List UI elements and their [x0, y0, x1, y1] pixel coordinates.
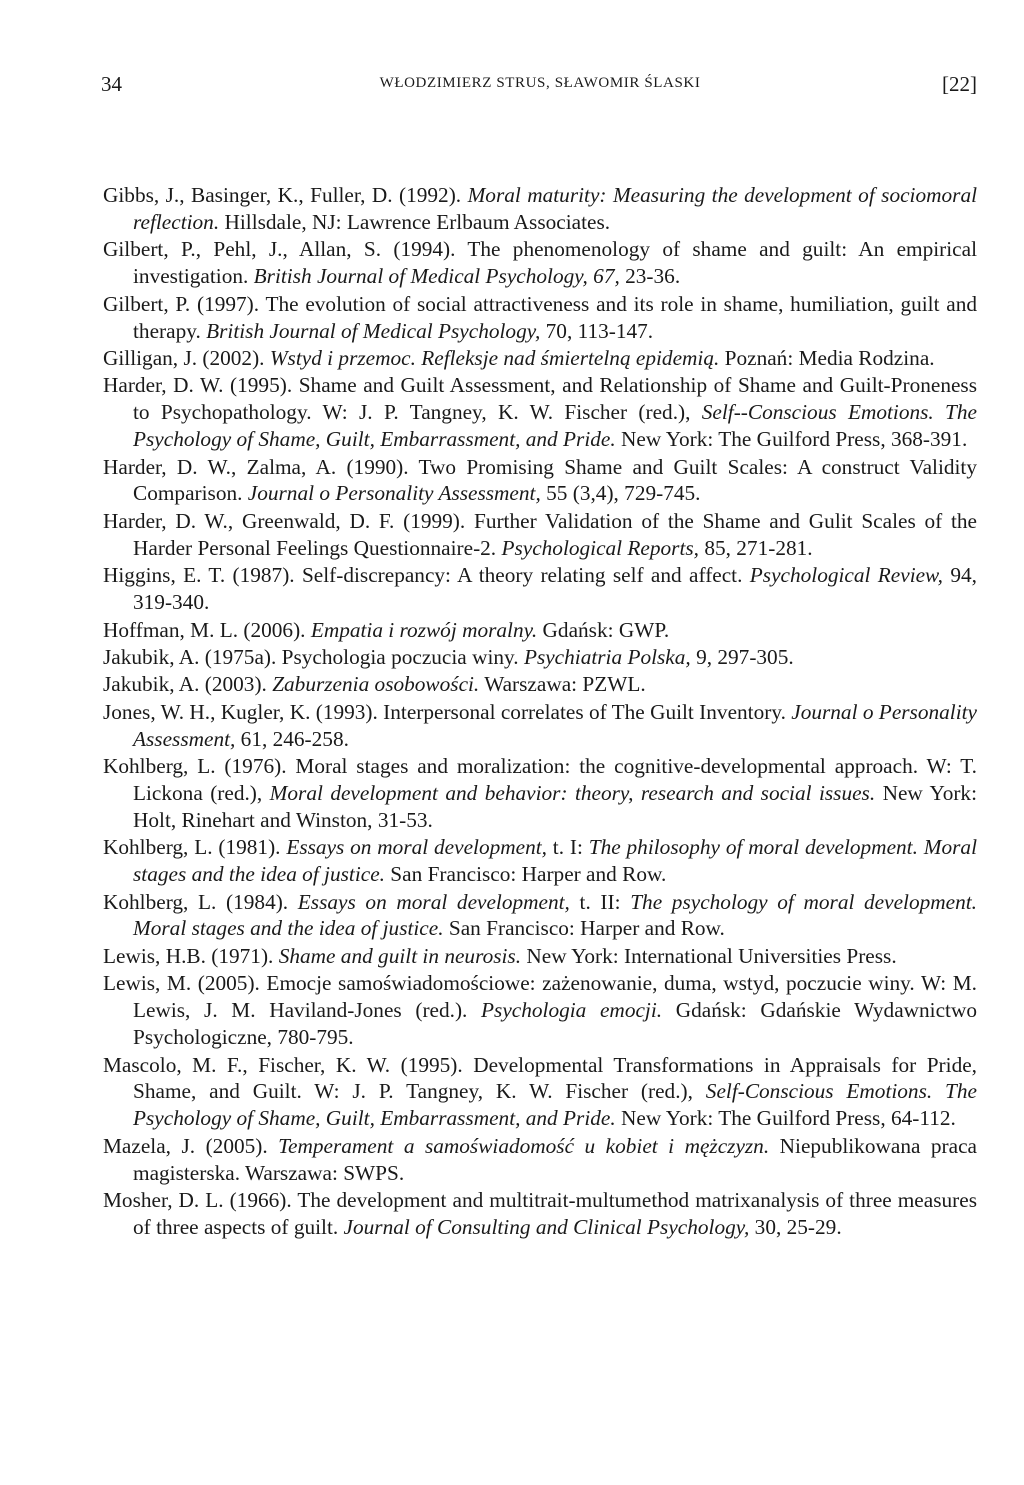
reference-entry: Jones, W. H., Kugler, K. (1993). Interpersonal correlates of The Guilt Inventory. Journal o Personality Assessment, 61, 246-258. — [103, 699, 977, 751]
chapter-reference-number: [22] — [942, 72, 977, 96]
reference-entry: Harder, D. W., Greenwald, D. F. (1999). Further Validation of the Shame and Gulit Scales of the Harder Personal Feelings Questionnaire-2. Psychological Reports, 85, 271-281. — [103, 508, 977, 560]
reference-entry: Gibbs, J., Basinger, K., Fuller, D. (1992). Moral maturity: Measuring the development of sociomoral reflection. Hillsdale, NJ: Lawrence Erlbaum Associates. — [103, 183, 978, 234]
page-header — [103, 60, 977, 104]
reference-entry: Mascolo, M. F., Fischer, K. W. (1995). Developmental Transformations in Appraisals for Pride, Shame, and Guilt. W: J. P. Tangney, K. W. Fischer (red.), Self-Conscious Emotions. The Psychology of Shame, Guilt, Embarrassment, and Pride. New York: The Guilford Press, 64-112. — [103, 1052, 977, 1131]
reference-entry: Harder, D. W. (1995). Shame and Guilt Assessment, and Relationship of Shame and Guilt-Proneness to Psychopathology. W: J. P. Tangney, K. W. Fischer (red.), Self--Conscious Emotions. The Psychology of Shame, Guilt, Embarrassment, and Pride. New York: The Guilford Press, 368-391. — [103, 373, 977, 452]
reference-entry: Hoffman, M. L. (2006). Empatia i rozwój moralny. Gdańsk: GWP. — [103, 617, 670, 642]
reference-entry: Lewis, H.B. (1971). Shame and guilt in neurosis. New York: International Universities Press. — [103, 943, 897, 968]
reference-entry: Mazela, J. (2005). Temperament a samoświadomość u kobiet i mężczyzn. Niepublikowana praca magisterska. Warszawa: SWPS. — [103, 1133, 978, 1185]
reference-entry: Kohlberg, L. (1976). Moral stages and moralization: the cognitive-developmental approach. W: T. Lickona (red.), Moral development and behavior: theory, research and social issues. New York: Holt, Rinehart and Winston, 31-53. — [103, 754, 977, 832]
running-head: WŁODZIMIERZ STRUS, SŁAWOMIR ŚLASKI — [379, 75, 701, 91]
reference-entry: Kohlberg, L. (1984). Essays on moral development, t. II: The psychology of moral development. Moral stages and the idea of justice. San Francisco: Harper and Row. — [103, 889, 977, 941]
reference-entry: Harder, D. W., Zalma, A. (1990). Two Promising Shame and Guilt Scales: A construct Validity Comparison. Journal o Personality Assessment, 55 (3,4), 729-745. — [103, 454, 977, 506]
reference-list — [103, 182, 977, 1241]
reference-entry: Gilbert, P. (1997). The evolution of social attractiveness and its role in shame, humiliation, guilt and therapy. British Journal of Medical Psychology, 70, 113-147. — [103, 291, 977, 343]
reference-entry: Gilbert, P., Pehl, J., Allan, S. (1994). The phenomenology of shame and guilt: An empirical investigation. British Journal of Medical Psychology, 67, 23-36. — [103, 237, 977, 289]
reference-entry: Jakubik, A. (2003). Zaburzenia osobowości. Warszawa: PZWL. — [103, 672, 646, 697]
page-number: 34 — [101, 72, 122, 96]
reference-entry: Gilligan, J. (2002). Wstyd i przemoc. Refleksje nad śmiertelną epidemią. Poznań: Media Rodzina. — [103, 345, 935, 370]
reference-entry: Lewis, M. (2005). Emocje samoświadomościowe: zażenowanie, duma, wstyd, poczucie winy. W: M. Lewis, J. M. Haviland-Jones (red.). Psychologia emocji. Gdańsk: Gdańskie Wydawnictwo Psychologiczne, 780-795. — [103, 971, 977, 1050]
reference-entry: Higgins, E. T. (1987). Self-discrepancy: A theory relating self and affect. Psychological Review, 94, 319-340. — [103, 563, 977, 615]
reference-entry: Mosher, D. L. (1966). The development and multitrait-multumethod matrixanalysis of three measures of three aspects of guilt. Journal of Consulting and Clinical Psychology, 30, 25-29. — [103, 1188, 977, 1239]
page — [103, 60, 977, 1241]
reference-entry: Jakubik, A. (1975a). Psychologia poczucia winy. Psychiatria Polska, 9, 297-305. — [103, 644, 794, 669]
reference-entry: Kohlberg, L. (1981). Essays on moral development, t. I: The philosophy of moral development. Moral stages and the idea of justice. San Francisco: Harper and Row. — [103, 835, 977, 887]
